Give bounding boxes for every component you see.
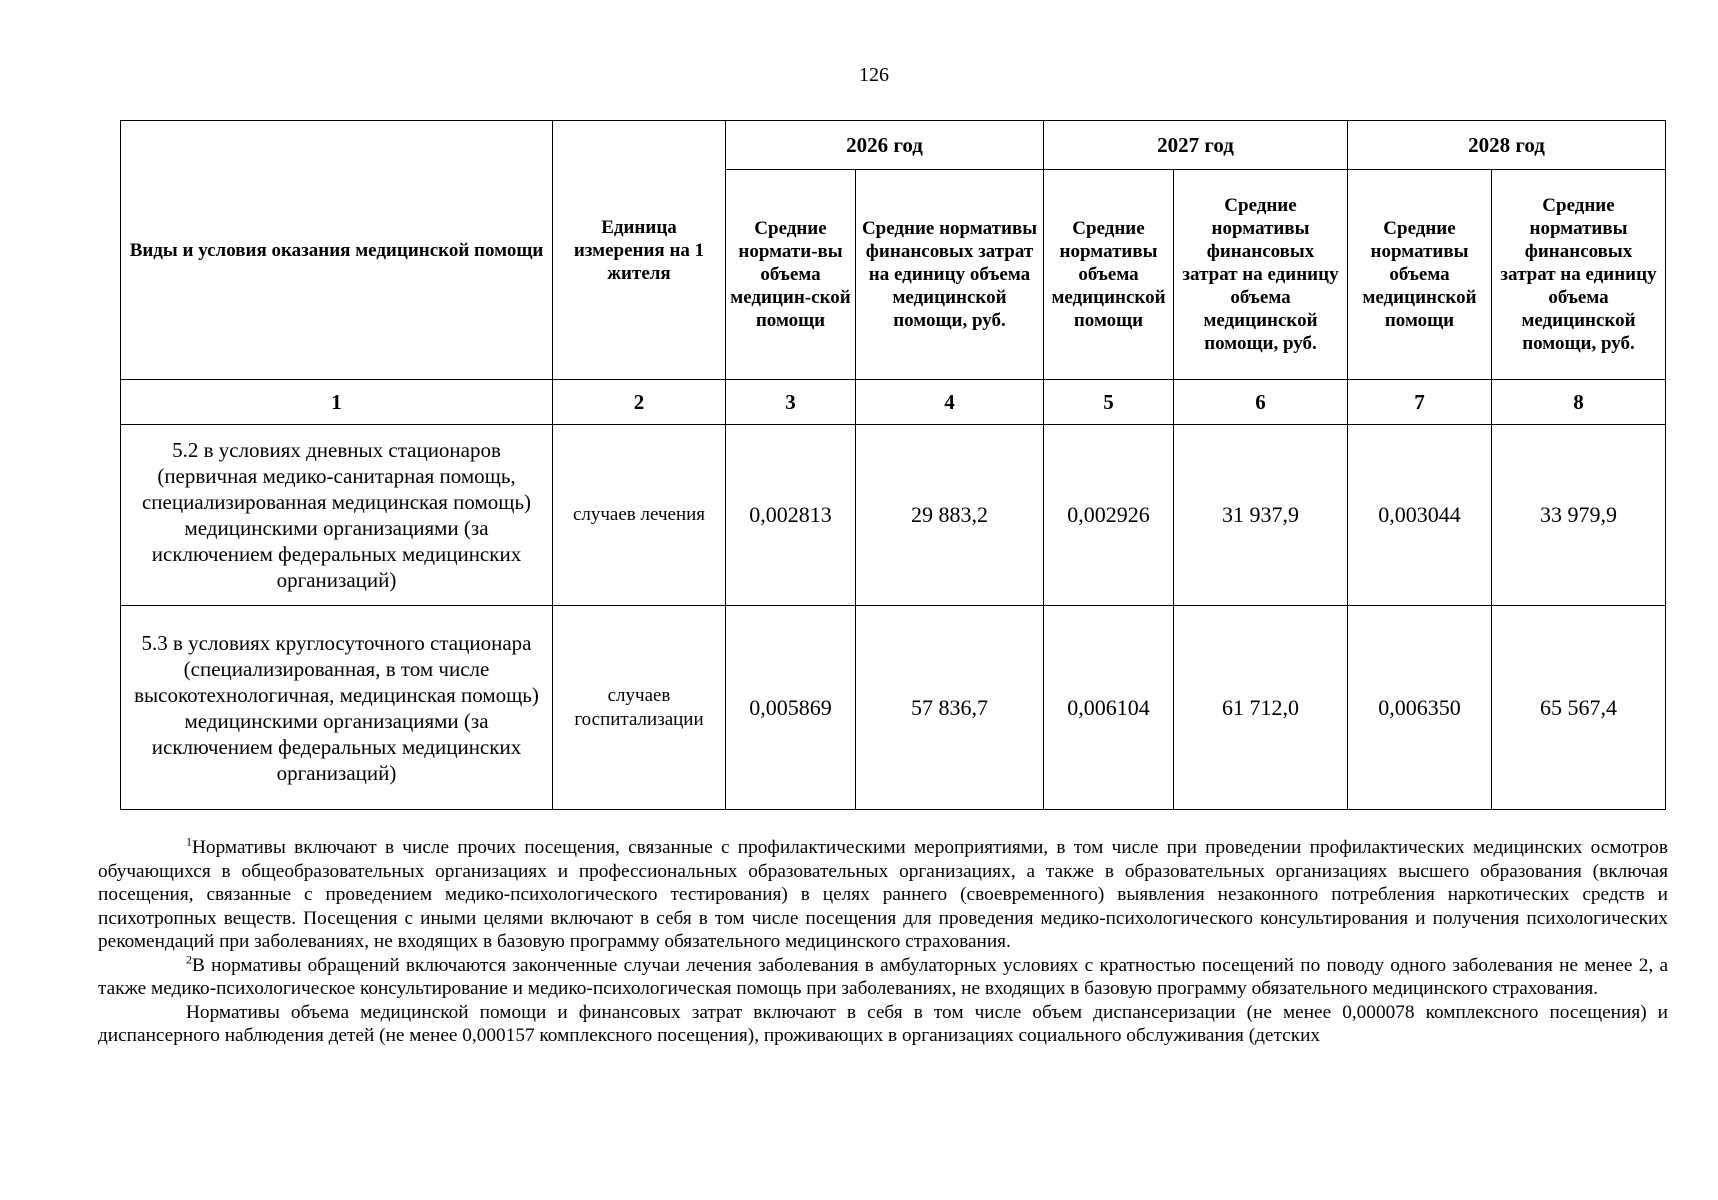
- column-number: 4: [856, 380, 1044, 425]
- cost-2028-cell: 33 979,9: [1492, 425, 1666, 606]
- cost-2028-cell: 65 567,4: [1492, 606, 1666, 810]
- column-number: 5: [1044, 380, 1174, 425]
- header-cost-2026: Средние нормативы финансовых затрат на единицу объема медицинской помощи, руб.: [856, 170, 1044, 380]
- footnote-text: Нормативы включают в числе прочих посещения, связанные с профилактическими мероприятиями, в том числе при проведении профилактических медицинских осмотров обучающихся в общеобразовательных организациях и профессиональных образовательных организациях, а также в образовательных организациях высшего образования (включая посещения, связанные с проведением медико-психологического тестирования) в целях раннего (своевременного) выявления незаконного потребления наркотических средств и психотропных веществ. Посещения с иными целями включают в себя в том числе посещения для проведения медико-психологического консультирования и получения психологических рекомендаций при заболеваниях, не входящих в базовую программу обязательного медицинского страхования.: [98, 837, 1668, 952]
- table-row: [121, 606, 1666, 810]
- header-col1: Виды и условия оказания медицинской помощи: [121, 121, 553, 380]
- unit-cell: случаев госпитализации: [553, 606, 726, 810]
- column-number: 1: [121, 380, 553, 425]
- volume-2026-cell: 0,005869: [726, 606, 856, 810]
- header-cost-2027: Средние нормативы финансовых затрат на единицу объема медицинской помощи, руб.: [1174, 170, 1348, 380]
- column-number: 3: [726, 380, 856, 425]
- volume-2027-cell: 0,006104: [1044, 606, 1174, 810]
- closing-paragraph: Нормативы объема медицинской помощи и финансовых затрат включают в себя в том числе объем диспансеризации (не менее 0,000078 комплексного посещения) и диспансерного наблюдения детей (не менее 0,000157 комплексного посещения), проживающих в организациях социального обслуживания (детских: [98, 1001, 1668, 1046]
- column-number: 2: [553, 380, 726, 425]
- header-cost-2028: Средние нормативы финансовых затрат на единицу объема медицинской помощи, руб.: [1492, 170, 1666, 380]
- volume-2028-cell: 0,006350: [1348, 606, 1492, 810]
- header-volume-2027: Средние нормативы объема медицинской помощи: [1044, 170, 1174, 380]
- header-year-2026: 2026 год: [726, 121, 1044, 170]
- column-number: 6: [1174, 380, 1348, 425]
- cost-2027-cell: 31 937,9: [1174, 425, 1348, 606]
- header-col2: Единица измерения на 1 жителя: [553, 121, 726, 380]
- footnote-mark: 2: [186, 952, 192, 967]
- volume-2026-cell: 0,002813: [726, 425, 856, 606]
- footnote-text: В нормативы обращений включаются законченные случаи лечения заболевания в амбулаторных условиях с кратностью посещений по поводу одного заболевания не менее 2, а также медико-психологическое консультирование и медико-психологическая помощь при заболеваниях, не входящих в базовую программу обязательного медицинского страхования.: [98, 954, 1668, 999]
- column-numbers-row: [121, 380, 1666, 425]
- footnotes: [98, 836, 1668, 1048]
- table-row: [121, 425, 1666, 606]
- care-type-cell: 5.2 в условиях дневных стационаров (первичная медико-санитарная помощь, специализированная медицинская помощь) медицинскими организациями (за исключением федеральных медицинских организаций): [121, 425, 553, 606]
- norms-table: [120, 120, 1666, 810]
- header-row-years: [121, 121, 1666, 170]
- header-volume-2026: Средние нормати-вы объема медицин-ской помощи: [726, 170, 856, 380]
- footnote-1: [98, 836, 1668, 954]
- volume-2027-cell: 0,002926: [1044, 425, 1174, 606]
- column-number: 8: [1492, 380, 1666, 425]
- page-number: 126: [859, 64, 889, 86]
- header-volume-2028: Средние нормативы объема медицинской помощи: [1348, 170, 1492, 380]
- unit-cell: случаев лечения: [553, 425, 726, 606]
- column-number: 7: [1348, 380, 1492, 425]
- header-year-2027: 2027 год: [1044, 121, 1348, 170]
- care-type-cell: 5.3 в условиях круглосуточного стационара (специализированная, в том числе высокотехнологичная, медицинская помощь) медицинскими организациями (за исключением федеральных медицинских организаций): [121, 606, 553, 810]
- footnote-2: [98, 954, 1668, 1001]
- cost-2026-cell: 29 883,2: [856, 425, 1044, 606]
- header-year-2028: 2028 год: [1348, 121, 1666, 170]
- footnote-mark: 1: [186, 834, 192, 849]
- cost-2026-cell: 57 836,7: [856, 606, 1044, 810]
- volume-2028-cell: 0,003044: [1348, 425, 1492, 606]
- cost-2027-cell: 61 712,0: [1174, 606, 1348, 810]
